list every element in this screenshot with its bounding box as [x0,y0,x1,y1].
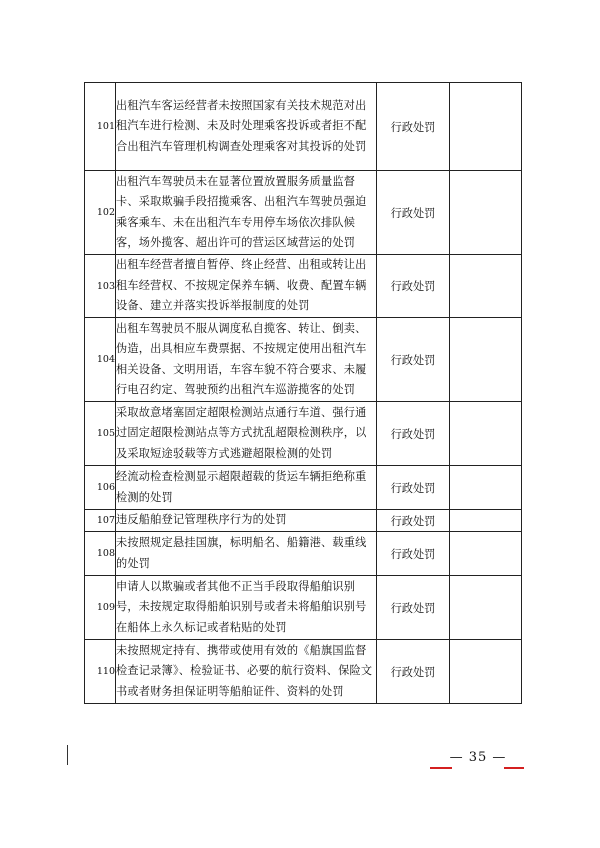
item-type: 行政处罚 [377,640,450,704]
item-type: 行政处罚 [377,402,450,466]
table-row [85,532,522,576]
table-row [85,640,522,704]
remarks-cell [450,255,522,318]
remarks-cell [450,402,522,466]
page-footer [428,750,528,776]
item-type: 行政处罚 [377,576,450,640]
item-number: 106 [85,466,116,510]
item-description: 出租汽车驾驶员未在显著位置放置服务质量监督卡、采取欺骗手段招揽乘客、出租汽车驾驶员强迫乘客乘车、未在出租汽车专用停车场依次排队候客，场外揽客、超出许可的营运区域营运的处罚 [116,171,377,255]
remarks-cell [450,318,522,402]
item-number: 107 [85,510,116,532]
table-row [85,171,522,255]
remarks-cell [450,640,522,704]
table-row [85,510,522,532]
table-body [85,83,522,704]
remarks-cell [450,576,522,640]
item-number: 108 [85,532,116,576]
item-number: 102 [85,171,116,255]
footer-red-rule-left [430,767,452,769]
item-type: 行政处罚 [377,510,450,532]
item-description: 出租车驾驶员不服从调度私自揽客、转让、倒卖、伪造，出具相应车费票据、不按规定使用出租汽车相关设备、文明用语，车容车貌不符合要求、未履行电召约定、驾驶预约出租汽车巡游揽客的处罚 [116,318,377,402]
item-type: 行政处罚 [377,466,450,510]
item-type: 行政处罚 [377,532,450,576]
item-number: 109 [85,576,116,640]
item-number: 110 [85,640,116,704]
item-description: 采取故意堵塞固定超限检测站点通行车道、强行通过固定超限检测站点等方式扰乱超限检测秩序，以及采取短途驳载等方式逃避超限检测的处罚 [116,402,377,466]
item-description: 出租汽车客运经营者未按照国家有关技术规范对出租汽车进行检测、未及时处理乘客投诉或者拒不配合出租汽车管理机构调查处理乘客对其投诉的处罚 [116,83,377,171]
item-description: 未按照规定悬挂国旗，标明船名、船籍港、载重线的处罚 [116,532,377,576]
item-description: 申请人以欺骗或者其他不正当手段取得船舶识别号，未按规定取得船舶识别号或者未将船舶识别号在船体上永久标记或者粘贴的处罚 [116,576,377,640]
item-number: 101 [85,83,116,171]
item-type: 行政处罚 [377,255,450,318]
item-description: 经流动检查检测显示超限超载的货运车辆拒绝称重检测的处罚 [116,466,377,510]
penalty-items-table [84,82,522,704]
table-row [85,83,522,171]
table-row [85,576,522,640]
remarks-cell [450,171,522,255]
page-number: — 35 — [449,750,507,765]
table-row [85,466,522,510]
table-row [85,402,522,466]
item-type: 行政处罚 [377,318,450,402]
table-row [85,318,522,402]
remarks-cell [450,83,522,171]
table-row [85,255,522,318]
remarks-cell [450,532,522,576]
item-type: 行政处罚 [377,83,450,171]
binding-margin-line [67,745,68,765]
remarks-cell [450,466,522,510]
item-type: 行政处罚 [377,171,450,255]
item-description: 违反船舶登记管理秩序行为的处罚 [116,510,377,532]
footer-red-rule-right [504,767,524,769]
item-description: 未按照规定持有、携带或使用有效的《船旗国监督检查记录簿》、检验证书、必要的航行资料、保险文书或者财务担保证明等船舶证件、资料的处罚 [116,640,377,704]
item-number: 103 [85,255,116,318]
item-number: 104 [85,318,116,402]
remarks-cell [450,510,522,532]
item-description: 出租车经营者擅自暂停、终止经营、出租或转让出租车经营权、不按规定保养车辆、收费、配置车辆设备、建立并落实投诉举报制度的处罚 [116,255,377,318]
item-number: 105 [85,402,116,466]
